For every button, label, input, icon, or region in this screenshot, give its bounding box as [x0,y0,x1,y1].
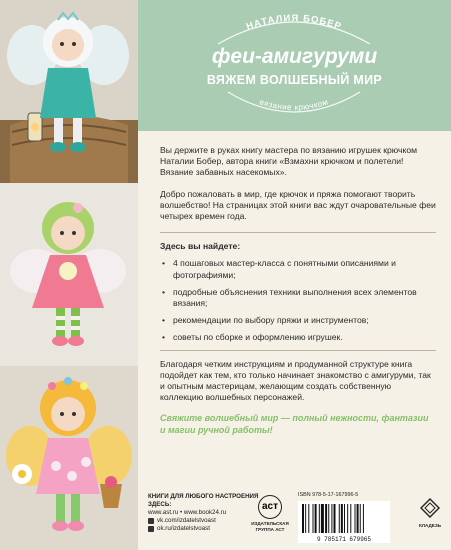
ok-icon [148,526,154,532]
list-item: • 4 пошаговых мастер-класса с понятными описаниями и фотографиями; [160,258,436,280]
list-item: • советы по сборке и оформлению игрушек. [160,332,436,343]
divider-bottom [160,350,436,351]
title-banner [138,0,451,131]
photo-summer-fairy [0,366,138,550]
closing-paragraph: Благодаря четким инструкциям и продуманной структуре книга подойдет как тем, кто только начинает знакомство с амигуруми, так и опытным мастерицам, желающим создать собственную коллекцию волшебных персонажей. [160,358,431,403]
vk-icon [148,518,154,524]
photo-spring-fairy [0,183,138,366]
barcode-digits: 9 785171 679965 [316,536,372,543]
list-item: • рекомендации по выбору пряжи и инструментов; [160,315,436,326]
isbn-label: ISBN 978-5-17-167996-5 [298,492,359,498]
series-label: вязание крючком [258,97,330,113]
diamond-icon [420,498,440,518]
intro-paragraph: Вы держите в руках книгу мастера по вязанию игрушек крючком Наталии Бобер, автора книги «Взмахни крючком и полетели! Вязание забавных насекомых». [160,145,418,178]
author-name: НАТАЛИЯ БОБЕР [244,12,344,33]
list-item: • подробные объяснения техники выполнения всех элементов вязания; [160,287,436,309]
book-title: феи-амигуруми [211,45,378,68]
publisher-name: ИЗДАТЕЛЬСКАЯ ГРУППА АСТ [251,521,289,532]
photo-strip [0,0,138,550]
feature-list [160,258,436,343]
ast-logo-icon: аст [258,495,282,519]
photo-winter-fairy [0,0,138,183]
book-subtitle: ВЯЖЕМ ВОЛШЕБНЫЙ МИР [206,73,383,87]
list-heading: Здесь вы найдете: [160,241,241,252]
welcome-paragraph: Добро пожаловать в мир, где крючок и пряжа помогают творить волшебство! На страницах этой книги вас ждут очаровательные феи четырех времен года. [160,188,436,222]
promo-heading: КНИГИ ДЛЯ ЛЮБОГО НАСТРОЕНИЯ ЗДЕСЬ: [148,493,259,508]
imprint-logo [416,498,444,528]
barcode-icon [298,501,390,543]
imprint-name: КЛАДЕЗЬ [418,523,442,528]
divider-top [160,232,436,233]
publisher-logo [250,495,290,532]
highlight-slogan: Свяжите волшебный мир — полный нежности, фантазии и магии ручной работы! [160,413,429,435]
promo-sites[interactable]: www.ast.ru • www.book24.ru [148,509,227,516]
footer [138,490,451,550]
back-cover-text [160,145,436,436]
ok-link[interactable]: ok.ru/izdatelstvoast [157,525,210,532]
vk-link[interactable]: vk.com/izdatelstvoast [157,517,216,524]
